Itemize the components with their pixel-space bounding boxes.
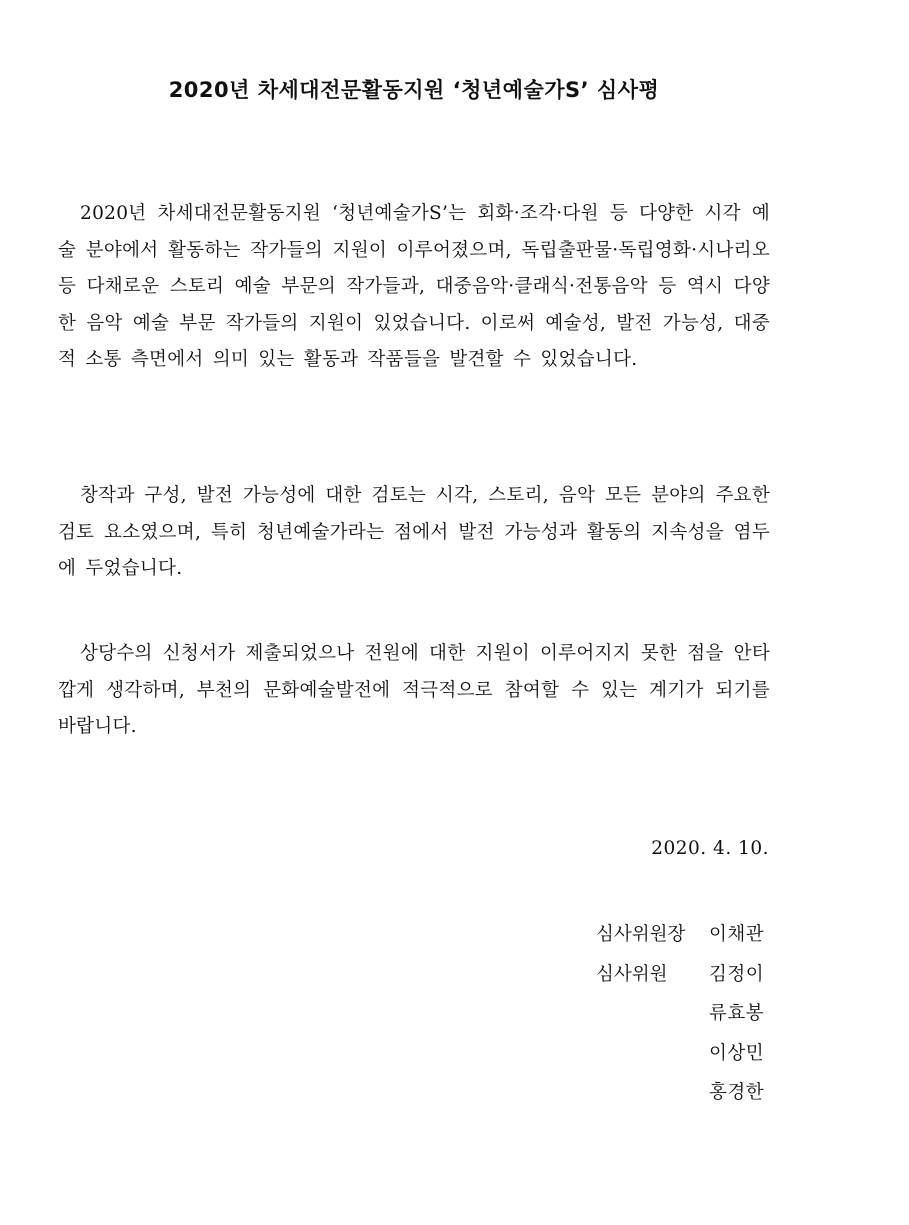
signature-row: [596, 1073, 816, 1113]
paragraph-intro: 2020년 차세대전문활동지원 ‘청년예술가S’는 회화·조각·다원 등 다양한 시각 예술 분야에서 활동하는 작가들의 지원이 이루어졌으며, 독립출판물·독립영화·시나리오 등 다채로운 스토리 예술 부문의 작가들과, 대중음악·클래식·전통음악 등 역시 다양한 음악 예술 부문 작가들의 지원이 있었습니다. 이로써 예술성, 발전 가능성, 대중적 소통 측면에서 의미 있는 활동과 작품들을 발견할 수 있었습니다.: [58, 203, 770, 370]
signature-name: 김정이: [709, 963, 765, 985]
paragraph-closing: 상당수의 신청서가 제출되었으나 전원에 대한 지원이 이루어지지 못한 점을 안타깝게 생각하며, 부천의 문화예술발전에 적극적으로 참여할 수 있는 계기가 되기를 바랍니다.: [58, 643, 770, 737]
signature-row: [596, 994, 816, 1034]
signature-block: [596, 915, 816, 1113]
signature-name: 이채관: [709, 924, 765, 945]
document-title: 2020년 차세대전문활동지원 ‘청년예술가S’ 심사평: [168, 78, 660, 102]
signature-row: [596, 1034, 816, 1074]
signature-role: 심사위원: [596, 963, 668, 985]
signature-name: 이상민: [709, 1042, 765, 1064]
signature-name: 홍경한: [709, 1082, 765, 1103]
document-date: 2020. 4. 10.: [651, 838, 769, 859]
signature-name: 류효봉: [709, 1003, 765, 1024]
paragraph-review-criteria: 창작과 구성, 발전 가능성에 대한 검토는 시각, 스토리, 음악 모든 분야의 주요한 검토 요소였으며, 특히 청년예술가라는 점에서 발전 가능성과 활동의 지속성을 염두에 두었습니다.: [58, 485, 770, 579]
signature-row: [596, 915, 816, 955]
signature-row: [596, 955, 816, 995]
signature-role: 심사위원장: [596, 924, 686, 945]
